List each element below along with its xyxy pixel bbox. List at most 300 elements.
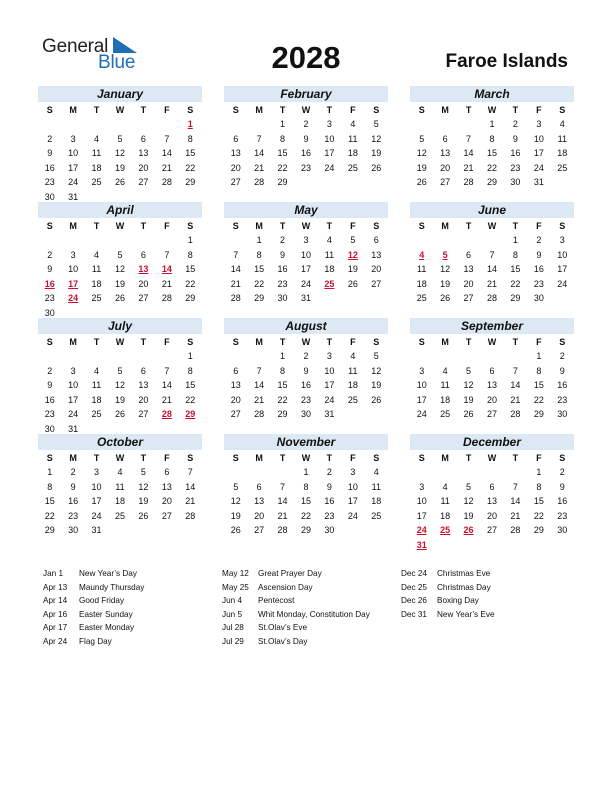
day-cell: 5 — [466, 481, 472, 492]
holiday-name: Easter Monday — [79, 623, 135, 632]
day-cell: 17 — [416, 510, 427, 521]
day-cell: 5 — [140, 467, 146, 477]
holiday-item — [43, 581, 144, 595]
day-cell: 16 — [557, 380, 568, 390]
day-cell: 5 — [233, 481, 239, 492]
day-cell: 2 — [70, 467, 76, 477]
weekday-label: S — [46, 337, 53, 347]
day-cell: 2 — [280, 235, 286, 245]
day-cell: 21 — [510, 510, 521, 521]
weekday-label: M — [69, 453, 77, 463]
holiday-name: Christmas Eve — [437, 569, 491, 578]
day-cell: 27 — [138, 409, 149, 419]
day-cell: 15 — [300, 496, 311, 506]
day-cell: 22 — [533, 394, 544, 405]
day-grid — [410, 349, 574, 422]
day-cell: 6 — [489, 481, 495, 492]
empty-day-cell — [504, 465, 527, 480]
weekday-label: S — [232, 453, 239, 463]
day-cell: 20 — [440, 162, 451, 173]
day-cell: 30 — [557, 525, 568, 535]
holiday-date: Apr 24 — [43, 636, 68, 646]
weekday-label: S — [373, 105, 380, 115]
day-cell: 14 — [254, 380, 265, 390]
empty-day-cell — [480, 349, 503, 364]
weekday-label: T — [279, 337, 286, 347]
weekday-label: T — [465, 105, 472, 115]
weekday-label: S — [187, 221, 194, 231]
day-cell: 8 — [187, 365, 193, 376]
day-cell: 5 — [373, 119, 379, 129]
day-cell: 13 — [230, 380, 241, 390]
empty-day-cell — [410, 349, 433, 364]
day-cell: 20 — [486, 394, 497, 405]
day-cell: 13 — [230, 148, 241, 158]
day-grid — [38, 117, 202, 204]
day-grid — [410, 465, 574, 552]
empty-day-cell — [132, 117, 155, 132]
day-cell: 23 — [557, 510, 568, 521]
month-title: July — [38, 318, 202, 334]
day-cell: 9 — [512, 133, 518, 144]
day-cell: 27 — [486, 409, 497, 419]
month-january — [38, 86, 202, 204]
day-cell: 8 — [47, 481, 53, 492]
day-grid — [38, 465, 202, 538]
day-cell: 17 — [300, 264, 311, 274]
weekday-label: S — [232, 221, 239, 231]
weekday-label: T — [140, 105, 147, 115]
day-cell: 12 — [463, 496, 474, 506]
weekday-label: S — [418, 105, 425, 115]
empty-day-cell — [457, 117, 480, 132]
holiday-name: Maundy Thursday — [79, 582, 145, 592]
weekday-label: F — [350, 337, 356, 347]
holiday-item — [43, 621, 144, 635]
weekday-label: W — [115, 453, 125, 463]
day-cell: 14 — [230, 264, 241, 274]
day-cell: 11 — [440, 496, 450, 506]
day-cell: 10 — [324, 365, 335, 376]
day-cell: 1 — [187, 351, 193, 361]
weekday-label: F — [536, 105, 542, 115]
day-cell: 3 — [70, 249, 76, 260]
day-cell: 14 — [510, 496, 521, 506]
day-cell: 2 — [512, 119, 518, 129]
day-cell: 11 — [417, 264, 427, 274]
day-cell: 13 — [161, 481, 172, 492]
holiday-day-cell: 29 — [185, 409, 196, 419]
weekday-label: W — [301, 221, 311, 231]
day-cell: 21 — [486, 278, 497, 289]
day-cell: 11 — [371, 481, 381, 492]
day-cell: 22 — [254, 278, 265, 289]
day-cell: 31 — [68, 423, 79, 434]
day-cell: 18 — [371, 496, 382, 506]
day-cell: 17 — [557, 264, 568, 274]
empty-day-cell — [85, 117, 108, 132]
day-cell: 5 — [373, 351, 379, 361]
day-cell: 8 — [536, 365, 542, 376]
day-cell: 3 — [70, 133, 76, 144]
day-cell: 26 — [114, 293, 125, 303]
month-september — [410, 318, 574, 422]
day-cell: 13 — [440, 148, 451, 158]
day-cell: 16 — [324, 496, 335, 506]
day-cell: 22 — [510, 278, 521, 289]
empty-day-cell — [410, 233, 433, 248]
day-cell: 12 — [463, 380, 474, 390]
day-cell: 18 — [91, 278, 102, 289]
holiday-date: Dec 31 — [401, 609, 427, 619]
day-cell: 10 — [347, 481, 358, 492]
day-cell: 29 — [277, 409, 288, 419]
day-cell: 14 — [254, 148, 265, 158]
day-cell: 4 — [350, 119, 356, 129]
holiday-item — [222, 635, 370, 649]
day-cell: 3 — [326, 119, 332, 129]
day-cell: 23 — [324, 510, 335, 521]
day-cell: 11 — [115, 481, 125, 492]
day-cell: 14 — [277, 496, 288, 506]
weekday-header-row — [38, 335, 202, 349]
logo-text-general: General — [42, 36, 109, 57]
day-cell: 13 — [138, 148, 149, 158]
day-cell: 19 — [347, 264, 358, 274]
day-cell: 22 — [277, 162, 288, 173]
day-cell: 9 — [47, 264, 53, 274]
day-cell: 22 — [533, 510, 544, 521]
day-cell: 29 — [185, 177, 196, 187]
day-cell: 19 — [114, 162, 125, 173]
day-cell: 13 — [254, 496, 265, 506]
day-cell: 11 — [440, 380, 450, 390]
day-cell: 20 — [486, 510, 497, 521]
day-cell: 21 — [510, 394, 521, 405]
day-cell: 13 — [138, 380, 149, 390]
day-cell: 10 — [91, 481, 102, 492]
month-title: January — [38, 86, 202, 102]
weekday-label: S — [46, 221, 53, 231]
day-cell: 12 — [416, 148, 427, 158]
day-cell: 27 — [138, 293, 149, 303]
day-cell: 10 — [68, 264, 79, 274]
day-cell: 20 — [254, 510, 265, 521]
empty-day-cell — [85, 233, 108, 248]
day-cell: 19 — [440, 278, 451, 289]
day-cell: 7 — [187, 467, 193, 477]
day-cell: 29 — [44, 525, 55, 535]
day-cell: 9 — [559, 365, 565, 376]
empty-day-cell — [61, 117, 84, 132]
day-cell: 12 — [114, 264, 125, 274]
day-cell: 19 — [230, 510, 241, 521]
weekday-label: S — [559, 221, 566, 231]
day-cell: 19 — [416, 162, 427, 173]
weekday-label: M — [441, 337, 449, 347]
day-cell: 14 — [463, 148, 474, 158]
day-cell: 23 — [277, 278, 288, 289]
day-cell: 9 — [536, 249, 542, 260]
day-cell: 1 — [536, 351, 542, 361]
holiday-item — [222, 608, 370, 622]
day-cell: 14 — [161, 380, 172, 390]
day-grid — [224, 117, 388, 190]
holiday-name: Flag Day — [79, 636, 112, 646]
weekday-label: M — [69, 221, 77, 231]
weekday-header-row — [224, 335, 388, 349]
day-cell: 10 — [557, 249, 568, 260]
day-cell: 26 — [347, 278, 358, 289]
weekday-label: W — [115, 337, 125, 347]
empty-day-cell — [155, 349, 178, 364]
day-cell: 28 — [510, 409, 521, 419]
day-cell: 3 — [559, 235, 565, 245]
empty-day-cell — [433, 349, 456, 364]
day-cell: 24 — [557, 278, 568, 289]
month-may — [224, 202, 388, 306]
day-cell: 20 — [161, 496, 172, 506]
empty-day-cell — [410, 465, 433, 480]
day-cell: 8 — [187, 249, 193, 260]
empty-day-cell — [155, 117, 178, 132]
country-name: Faroe Islands — [445, 51, 568, 72]
day-cell: 5 — [117, 133, 123, 144]
holiday-name: Christmas Day — [437, 582, 491, 592]
holiday-date: Dec 26 — [401, 596, 427, 605]
day-cell: 10 — [300, 249, 311, 260]
day-cell: 6 — [164, 467, 170, 477]
day-cell: 18 — [557, 148, 568, 158]
day-cell: 21 — [161, 394, 172, 405]
day-cell: 21 — [277, 510, 288, 521]
day-cell: 4 — [373, 467, 379, 477]
weekday-label: T — [326, 221, 333, 231]
weekday-label: F — [164, 221, 170, 231]
weekday-label: S — [232, 105, 239, 115]
weekday-label: T — [140, 453, 147, 463]
day-cell: 24 — [416, 409, 427, 419]
day-cell: 30 — [533, 293, 544, 303]
day-cell: 6 — [140, 249, 146, 260]
day-cell: 16 — [44, 394, 55, 405]
day-cell: 13 — [486, 380, 497, 390]
day-cell: 18 — [114, 496, 125, 506]
day-cell: 15 — [277, 148, 288, 158]
holiday-day-cell: 4 — [419, 249, 425, 260]
day-cell: 25 — [347, 162, 358, 173]
day-cell: 30 — [557, 409, 568, 419]
day-cell: 17 — [324, 380, 335, 390]
holiday-date: Apr 16 — [43, 609, 68, 619]
day-cell: 12 — [371, 365, 382, 376]
day-cell: 8 — [187, 133, 193, 144]
day-cell: 16 — [533, 264, 544, 274]
day-cell: 3 — [303, 235, 309, 245]
day-cell: 3 — [536, 119, 542, 129]
day-cell: 16 — [300, 148, 311, 158]
day-cell: 22 — [486, 162, 497, 173]
holiday-name: New Year’s Eve — [437, 609, 495, 619]
day-cell: 4 — [350, 351, 356, 361]
empty-day-cell — [132, 233, 155, 248]
empty-day-cell — [224, 117, 247, 132]
day-cell: 19 — [371, 148, 382, 158]
day-cell: 11 — [91, 380, 102, 390]
day-cell: 8 — [303, 481, 309, 492]
day-cell: 6 — [140, 365, 146, 376]
weekday-label: S — [418, 453, 425, 463]
day-cell: 4 — [442, 365, 448, 376]
day-cell: 19 — [371, 380, 382, 390]
month-title: August — [224, 318, 388, 334]
day-cell: 26 — [230, 525, 241, 535]
day-cell: 1 — [280, 351, 286, 361]
day-cell: 15 — [533, 496, 544, 506]
day-cell: 9 — [559, 481, 565, 492]
day-cell: 9 — [47, 380, 53, 390]
empty-day-cell — [480, 233, 503, 248]
day-cell: 24 — [533, 162, 544, 173]
day-cell: 26 — [371, 394, 382, 405]
weekday-label: T — [279, 105, 286, 115]
day-cell: 25 — [91, 177, 102, 187]
day-cell: 29 — [300, 525, 311, 535]
day-grid — [38, 349, 202, 436]
day-cell: 4 — [94, 365, 100, 376]
weekday-label: F — [350, 105, 356, 115]
day-cell: 23 — [510, 162, 521, 173]
weekday-label: M — [441, 453, 449, 463]
day-cell: 26 — [371, 162, 382, 173]
weekday-label: W — [301, 337, 311, 347]
day-cell: 1 — [536, 467, 542, 477]
day-cell: 12 — [440, 264, 451, 274]
weekday-label: F — [350, 221, 356, 231]
weekday-label: S — [187, 453, 194, 463]
empty-day-cell — [480, 465, 503, 480]
day-cell: 27 — [486, 525, 497, 535]
day-cell: 12 — [230, 496, 241, 506]
empty-day-cell — [433, 117, 456, 132]
day-cell: 15 — [510, 264, 521, 274]
day-cell: 31 — [300, 293, 311, 303]
empty-day-cell — [247, 349, 270, 364]
holiday-date: Dec 24 — [401, 569, 427, 578]
weekday-label: T — [512, 337, 519, 347]
day-cell: 20 — [138, 394, 149, 405]
day-cell: 24 — [68, 177, 79, 187]
weekday-label: T — [140, 337, 147, 347]
day-cell: 11 — [348, 365, 358, 376]
weekday-header-row — [410, 103, 574, 117]
day-cell: 11 — [348, 133, 358, 144]
month-title: June — [410, 202, 574, 218]
day-cell: 16 — [510, 148, 521, 158]
day-cell: 19 — [463, 510, 474, 521]
day-cell: 18 — [91, 162, 102, 173]
day-cell: 21 — [463, 162, 474, 173]
holiday-date: Jun 5 — [222, 609, 243, 619]
day-cell: 1 — [280, 119, 286, 129]
weekday-label: F — [536, 453, 542, 463]
day-cell: 9 — [326, 481, 332, 492]
weekday-label: W — [487, 221, 497, 231]
day-cell: 3 — [350, 467, 356, 477]
day-cell: 27 — [138, 177, 149, 187]
day-cell: 27 — [230, 409, 241, 419]
day-cell: 19 — [138, 496, 149, 506]
weekday-label: T — [465, 453, 472, 463]
day-cell: 23 — [44, 177, 55, 187]
day-cell: 4 — [326, 235, 332, 245]
day-cell: 26 — [416, 177, 427, 187]
day-cell: 6 — [373, 235, 379, 245]
day-cell: 18 — [440, 394, 451, 405]
empty-day-cell — [433, 233, 456, 248]
weekday-label: T — [326, 105, 333, 115]
day-cell: 23 — [68, 510, 79, 521]
weekday-label: T — [93, 337, 100, 347]
day-cell: 5 — [466, 365, 472, 376]
day-cell: 10 — [324, 133, 335, 144]
empty-day-cell — [410, 117, 433, 132]
day-cell: 29 — [486, 177, 497, 187]
weekday-header-row — [224, 103, 388, 117]
weekday-label: T — [512, 453, 519, 463]
day-cell: 23 — [44, 409, 55, 419]
day-cell: 3 — [326, 351, 332, 361]
month-title: November — [224, 434, 388, 450]
holiday-item — [401, 594, 495, 608]
day-cell: 28 — [230, 293, 241, 303]
day-cell: 6 — [233, 133, 239, 144]
day-cell: 24 — [68, 409, 79, 419]
day-cell: 10 — [416, 496, 427, 506]
holiday-day-cell: 31 — [416, 539, 427, 550]
day-cell: 23 — [300, 162, 311, 173]
holiday-day-cell: 16 — [44, 278, 55, 289]
day-cell: 18 — [91, 394, 102, 405]
holiday-day-cell: 25 — [324, 278, 335, 289]
day-cell: 15 — [185, 148, 196, 158]
day-cell: 7 — [164, 133, 170, 144]
weekday-label: T — [465, 221, 472, 231]
day-cell: 25 — [91, 293, 102, 303]
weekday-label: F — [536, 337, 542, 347]
holiday-day-cell: 26 — [463, 525, 474, 535]
day-cell: 7 — [512, 365, 518, 376]
day-cell: 8 — [536, 481, 542, 492]
day-cell: 12 — [114, 148, 125, 158]
weekday-header-row — [38, 451, 202, 465]
holiday-item — [222, 621, 370, 635]
day-cell: 26 — [114, 177, 125, 187]
day-cell: 28 — [277, 525, 288, 535]
day-cell: 14 — [185, 481, 196, 492]
month-title: December — [410, 434, 574, 450]
day-grid — [224, 465, 388, 538]
day-cell: 31 — [68, 191, 79, 202]
weekday-label: S — [559, 105, 566, 115]
day-cell: 23 — [533, 278, 544, 289]
holiday-date: Jan 1 — [43, 569, 64, 578]
holiday-day-cell: 1 — [187, 119, 193, 129]
day-cell: 26 — [114, 409, 125, 419]
day-cell: 4 — [559, 119, 565, 129]
weekday-label: S — [187, 105, 194, 115]
day-cell: 16 — [44, 162, 55, 173]
